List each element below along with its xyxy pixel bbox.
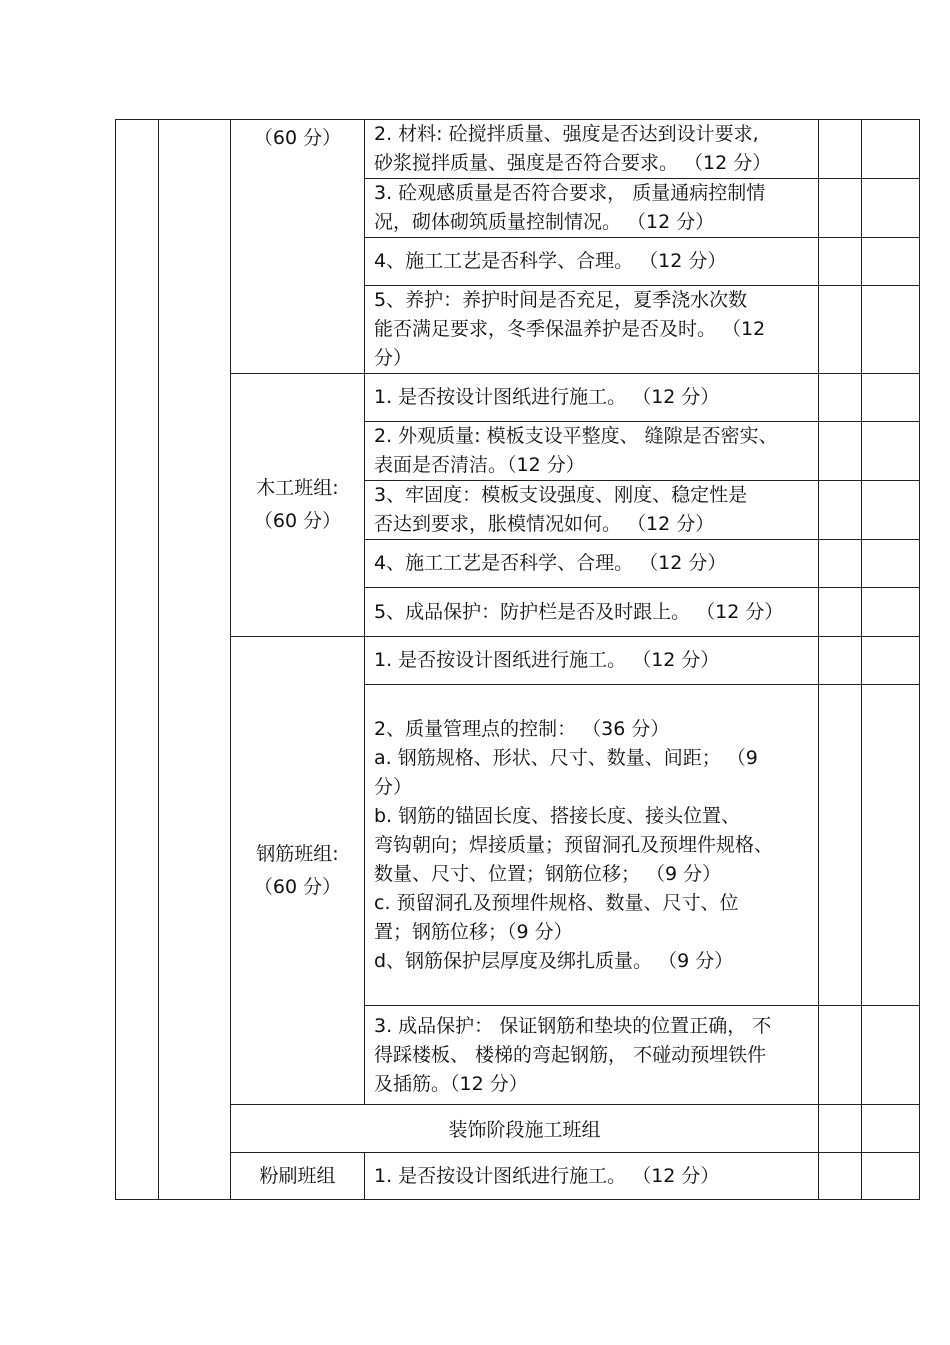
rebar-item-1: [365, 637, 819, 685]
carpentry-item-5: [365, 588, 819, 637]
carpentry-group-name: 木工班组:: [256, 477, 339, 499]
score-cell: [819, 540, 862, 588]
remark-cell: [862, 637, 920, 685]
score-cell: [819, 238, 862, 286]
remark-cell: [862, 685, 920, 1006]
remark-cell: [862, 540, 920, 588]
index-column-cell: [116, 120, 159, 1200]
item-text-line: 2. 外观质量: 模板支设平整度、 缝隙是否密实、: [374, 425, 778, 447]
plaster-item-1: [365, 1153, 819, 1200]
score-cell: [819, 1006, 862, 1105]
item-text-line: 及插筋。（12 分）: [374, 1072, 528, 1095]
item-text-line: 2. 材料: 砼搅拌质量、强度是否达到设计要求,: [374, 123, 759, 145]
remark-cell: [862, 481, 920, 540]
carpentry-item-4: [365, 540, 819, 588]
item-text-line: 1. 是否按设计图纸进行施工。 （12 分）: [374, 386, 720, 408]
item-text-line: 况，砌体砌筑质量控制情况。 （12 分）: [374, 211, 715, 233]
score-cell: [819, 179, 862, 238]
rebar-group-cell: [231, 637, 365, 1105]
remark-cell: [862, 179, 920, 238]
remark-cell: [862, 120, 920, 179]
rebar-item-3: [365, 1006, 819, 1105]
concrete-item-2: [365, 120, 819, 179]
table-row: [116, 1105, 920, 1153]
item-text-line: 砂浆搅拌质量、强度是否符合要求。 （12 分）: [374, 152, 772, 174]
rebar-group-score: （60 分）: [253, 875, 342, 898]
concrete-item-4: [365, 238, 819, 286]
remark-cell: [862, 1006, 920, 1105]
category-column-cell: [159, 120, 231, 1200]
table-row: [116, 1153, 920, 1200]
item-text-line: 4、施工工艺是否科学、合理。 （12 分）: [374, 552, 727, 574]
item-text-line: c. 预留洞孔及预埋件规格、数量、尺寸、位: [374, 891, 739, 914]
concrete-item-5: [365, 286, 819, 374]
item-text-line: 弯钩朝向；焊接质量；预留洞孔及预埋件规格、: [374, 833, 774, 856]
remark-cell: [862, 422, 920, 481]
section-title: 装饰阶段施工班组: [231, 1105, 819, 1153]
carpentry-item-1: [365, 374, 819, 422]
plaster-group-cell: [231, 1153, 365, 1200]
concrete-group-cell: [231, 120, 365, 374]
remark-cell: [862, 1153, 920, 1200]
score-cell: [819, 120, 862, 179]
score-cell: [819, 588, 862, 637]
score-cell: [819, 481, 862, 540]
score-cell: [819, 422, 862, 481]
item-text-line: 4、施工工艺是否科学、合理。 （12 分）: [374, 250, 727, 272]
score-cell: [819, 1153, 862, 1200]
carpentry-item-3: [365, 481, 819, 540]
item-text-line: d、钢筋保护层厚度及绑扎质量。 （9 分）: [374, 949, 734, 972]
remark-cell: [862, 374, 920, 422]
item-text-line: 1. 是否按设计图纸进行施工。 （12 分）: [374, 649, 720, 671]
carpentry-item-2: [365, 422, 819, 481]
remark-cell: [862, 588, 920, 637]
item-text-line: 数量、尺寸、位置；钢筋位移； （9 分）: [374, 862, 722, 885]
item-text-line: 3. 成品保护： 保证钢筋和垫块的位置正确， 不: [374, 1014, 772, 1037]
item-text-line: a. 钢筋规格、形状、尺寸、数量、间距； （9: [374, 746, 758, 769]
carpentry-group-cell: [231, 374, 365, 637]
score-cell: [819, 286, 862, 374]
concrete-item-3: [365, 179, 819, 238]
item-text-line: 5、成品保护：防护栏是否及时跟上。 （12 分）: [374, 600, 784, 623]
evaluation-table: [115, 119, 920, 1200]
score-cell: [819, 1105, 862, 1153]
item-text-line: 能否满足要求，冬季保温养护是否及时。 （12: [374, 318, 766, 340]
plaster-group-name: 粉刷班组: [259, 1164, 336, 1187]
score-cell: [819, 637, 862, 685]
item-text-line: 否达到要求，胀模情况如何。 （12 分）: [374, 513, 715, 535]
concrete-group-score: （60 分）: [253, 127, 342, 149]
item-text-line: 2、质量管理点的控制： （36 分）: [374, 717, 670, 740]
item-text-line: 分）: [374, 775, 413, 798]
item-text-line: 5、养护：养护时间是否充足，夏季浇水次数: [374, 289, 748, 311]
item-text-line: 表面是否清洁。（12 分）: [374, 454, 585, 476]
table-row: [116, 637, 920, 685]
item-text-line: 1. 是否按设计图纸进行施工。 （12 分）: [374, 1164, 720, 1187]
rebar-item-2: [365, 685, 819, 1006]
table-row: [116, 120, 920, 179]
item-text-line: b. 钢筋的锚固长度、搭接长度、接头位置、: [374, 804, 741, 827]
item-text-line: 得踩楼板、 楼梯的弯起钢筋， 不碰动预埋铁件: [374, 1043, 767, 1066]
item-text-line: 3. 砼观感质量是否符合要求， 质量通病控制情: [374, 182, 766, 204]
remark-cell: [862, 1105, 920, 1153]
carpentry-group-score: （60 分）: [253, 510, 342, 532]
item-text-line: 分）: [374, 347, 413, 369]
item-text-line: 3、牢固度：模板支设强度、刚度、稳定性是: [374, 484, 748, 506]
score-cell: [819, 374, 862, 422]
table-row: [116, 374, 920, 422]
item-text-line: 置；钢筋位移；（9 分）: [374, 920, 573, 943]
remark-cell: [862, 238, 920, 286]
rebar-group-name: 钢筋班组:: [256, 842, 339, 865]
score-cell: [819, 685, 862, 1006]
remark-cell: [862, 286, 920, 374]
